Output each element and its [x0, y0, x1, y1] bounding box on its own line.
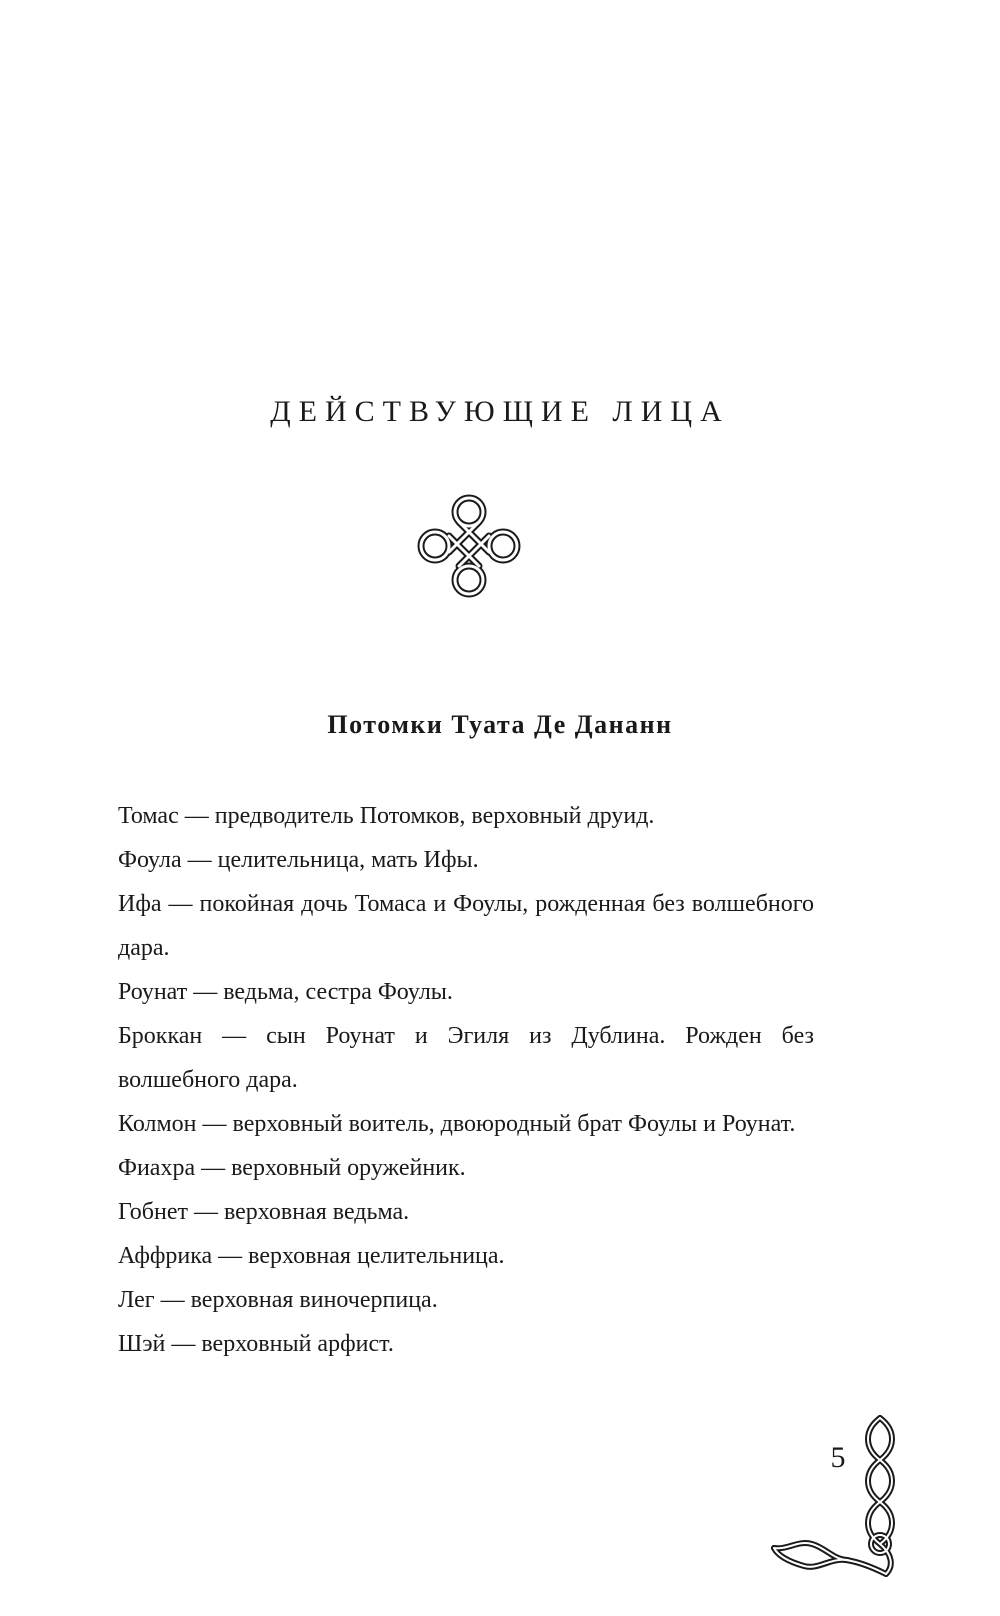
list-item: Роунат — ведьма, сестра Фоулы.: [118, 979, 453, 1005]
page-number: 5: [830, 1441, 846, 1474]
celtic-corner-ornament-icon: [768, 1410, 918, 1585]
celtic-knot-icon: [415, 492, 523, 600]
list-item: Лег — верховная виночерпица.: [118, 1287, 438, 1313]
character-list: [118, 794, 814, 1366]
list-item: Ифа — покойная дочь Томаса и Фоулы, рожденная без волшебного дара.: [118, 891, 814, 961]
list-item: Фоула — целительница, мать Ифы.: [118, 847, 479, 873]
list-item: Броккан — сын Роунат и Эгиля из Дублина. Рожден без волшебного дара.: [118, 1023, 814, 1093]
list-item: Гобнет — верховная ведьма.: [118, 1199, 410, 1225]
list-item: Томас — предводитель Потомков, верховный друид.: [118, 803, 655, 829]
list-item: Фиахра — верховный оружейник.: [118, 1155, 466, 1181]
chapter-title: ДЕЙСТВУЮЩИЕ ЛИЦА: [270, 395, 730, 428]
section-heading: Потомки Туата Де Дананн: [327, 710, 673, 739]
list-item: Аффрика — верховная целительница.: [118, 1243, 505, 1269]
list-item: Колмон — верховный воитель, двоюродный брат Фоулы и Роунат.: [118, 1111, 796, 1137]
list-item: Шэй — верховный арфист.: [118, 1331, 394, 1357]
